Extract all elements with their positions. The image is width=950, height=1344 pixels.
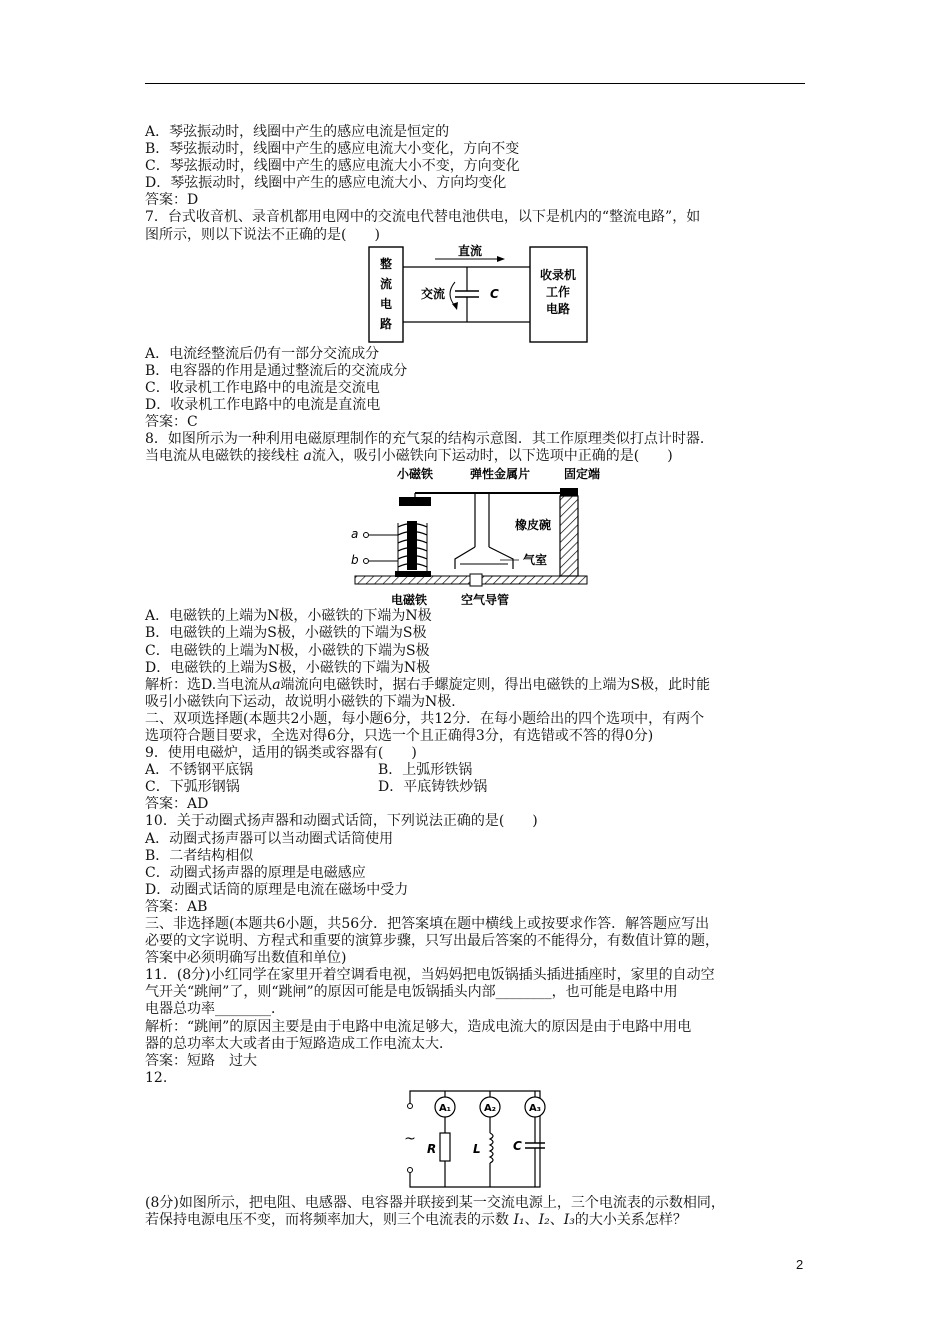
q8-option-c: C．电磁铁的上端为N极，小磁铁的下端为S极 [145,642,430,659]
rubber-bowl [455,547,513,569]
air-pipe [470,574,482,586]
rectifier-circuit-figure [145,244,825,346]
spring-sheet-label: 弹性金属片 [469,467,531,482]
q9-answer: 答案：AD [145,796,209,813]
header-rule [145,83,805,84]
q12-current-i3: I₃ [563,1212,575,1229]
q8-stem-line2 [145,448,825,465]
electromagnet-core [407,521,417,570]
q8-explanation-line1 [145,677,825,694]
q10-stem: 10．关于动圈式扬声器和动圈式话筒，下列说法正确的是( ) [145,813,538,830]
ac-source-symbol: ~ [404,1130,416,1147]
q7-option-d: D．收录机工作电路中的电流是直流电 [145,396,381,413]
q8-stem-text-a: 当电流从电磁铁的接线柱 [145,448,304,465]
rlc-parallel-diagram [145,1087,825,1195]
terminal-b-label: b [351,553,359,568]
q10-option-b: B．二者结构相似 [145,847,254,864]
capacitor-label: C [513,1138,522,1153]
section2-heading-line1: 二、双项选择题(本题共2小题，每小题6分，共12分．在每小题给出的四个选项中，有两个 [145,710,705,727]
section3-heading-line2: 必要的文字说明、方程式和重要的演算步骤，只写出最后答案的不能得分，有数值计算的题， [145,933,719,950]
q6-answer: 答案：D [145,192,199,209]
q11-stem-line3: 电器总功率________． [145,1001,285,1018]
recorder-label-3: 电路 [545,301,571,316]
chamber-label: 气室 [523,553,548,568]
q9-stem: 9．使用电磁炉，适用的锅类或容器有( ) [145,745,417,762]
ammeter-a1-label: A₁ [438,1102,452,1114]
small-magnet [399,497,431,506]
rectifier-label-1: 整 [379,256,393,271]
q11-stem-line1: 11．(8分)小红同学在家里开着空调看电视，当妈妈把电饭锅插头插进插座时，家里的自动空 [145,967,715,984]
q12-number: 12. [145,1069,168,1086]
q8-exp-terminal: a [272,676,281,693]
q10-option-a: A．动圈式扬声器可以当动圈式话筒使用 [145,830,394,847]
q8-option-b: B．电磁铁的上端为S极，小磁铁的下端为S极 [145,625,427,642]
rectifier-label-4: 路 [379,316,393,331]
q9-option-a: A．不锈钢平底锅 [145,762,254,779]
q12-current-i2: I₂ [538,1212,550,1229]
recorder-label-1: 收录机 [539,267,577,282]
capacitor-label: C [490,286,499,301]
q7-stem-line2: 图所示，则以下说法不正确的是( ) [145,226,380,243]
q12-separator-2: 、 [549,1212,564,1229]
page-content [145,124,825,1229]
q9-option-d: D．平底铸铁炒锅 [378,779,488,796]
q8-explanation-line2: 吸引小磁铁向下运动，故说明小磁铁的下端为N极． [145,693,466,710]
q10-option-c: C．动圈式扬声器的原理是电磁感应 [145,864,366,881]
rlc-parallel-figure [145,1087,825,1195]
q9-options-row1 [145,762,825,779]
q9-options-row2 [145,779,825,796]
rubber-bowl-label: 橡皮碗 [515,518,552,533]
q6-option-d: D．琴弦振动时，线圈中产生的感应电流大小、方向均变化 [145,175,507,192]
air-pump-diagram [145,465,825,608]
q7-option-c: C．收录机工作电路中的电流是交流电 [145,379,380,396]
section2-heading-line2: 选项符合题目要求，全选对得6分，只选一个且正确得3分，有选错或不答的得0分) [145,727,654,744]
q6-option-c: C．琴弦振动时，线圈中产生的感应电流大小不变，方向变化 [145,158,520,175]
ac-label: 交流 [420,286,446,301]
q8-stem-line1: 8．如图所示为一种利用电磁原理制作的充气泵的结构示意图．其工作原理类似打点计时器． [145,431,714,448]
inductor [490,1133,493,1163]
q12-current-i1: I₁ [513,1212,525,1229]
q8-option-d: D．电磁铁的上端为S极，小磁铁的下端为N极 [145,659,431,676]
recorder-label-2: 工作 [545,284,571,299]
q7-stem-line1: 7．台式收音机、录音机都用电网中的交流电代替电池供电，以下是机内的“整流电路”，如 [145,209,701,226]
q9-option-b: B．上弧形铁锅 [378,762,473,779]
resistor-label: R [427,1141,437,1156]
section3-heading-line1: 三、非选择题(本题共6小题，共56分．把答案填在题中横线上或按要求作答．解答题应写出 [145,916,710,932]
q8-exp-text-a: 解析：选D.当电流从 [145,676,273,693]
q10-answer: 答案：AB [145,898,208,915]
q11-answer: 答案：短路 过大 [145,1052,257,1069]
q7-answer: 答案：C [145,414,198,431]
fixed-wall [560,496,578,576]
q12-separator-1: 、 [524,1212,539,1229]
page-number: 2 [796,1257,804,1272]
q8-option-a: A．电磁铁的上端为N极，小磁铁的下端为N极 [145,608,432,625]
q12-stem-line1: (8分)如图所示，把电阻、电感器、电容器并联接到某一交流电源上，三个电流表的示数相同， [145,1194,725,1211]
resistor [440,1133,450,1161]
air-pump-figure [145,465,825,608]
small-magnet-label: 小磁铁 [396,467,434,482]
q11-explanation-line1: 解析：“跳闸”的原因主要是由于电路中电流足够大，造成电流大的原因是由于电路中用电 [145,1018,692,1035]
ammeter-a3-label: A₃ [528,1102,542,1114]
q11-explanation-line2: 器的总功率太大或者由于短路造成工作电流太大． [145,1035,453,1052]
q6-option-b: B．琴弦振动时，线圈中产生的感应电流大小变化，方向不变 [145,141,520,158]
rectifier-diagram [145,244,825,346]
inductor-label: L [473,1141,481,1156]
q6-option-a: A．琴弦振动时，线圈中产生的感应电流是恒定的 [145,124,450,140]
q8-stem-text-b: 流入，吸引小磁铁向下运动时，以下选项中正确的是( ) [311,448,673,465]
q12-stem-line2 [145,1212,825,1229]
q7-option-a: A．电流经整流后仍有一部分交流成分 [145,345,380,362]
fixed-end-label: 固定端 [563,467,601,482]
rectifier-label-3: 电 [379,296,393,311]
q7-option-b: B．电容器的作用是通过整流后的交流成分 [145,362,408,379]
ammeter-a2-label: A₂ [483,1102,497,1114]
rectifier-label-2: 流 [379,276,393,291]
q11-stem-line2: 气开关“跳闸”了，则“跳闸”的原因可能是电饭锅插头内部________，也可能是电路中用 [145,984,678,1001]
q9-option-c: C．下弧形钢锅 [145,779,240,796]
q10-option-d: D．动圈式话筒的原理是电流在磁场中受力 [145,881,409,898]
air-pipe-label: 空气导管 [460,593,510,608]
q8-exp-text-b: 端流向电磁铁时，据右手螺旋定则，得出电磁铁的上端为S极，此时能 [280,676,711,693]
terminal-a-label: a [351,527,359,542]
electromagnet-label: 电磁铁 [390,593,428,608]
q12-stem-text-b: 的大小关系怎样？ [574,1212,687,1229]
q8-terminal-a: a [303,448,312,465]
q12-stem-text-a: 若保持电源电压不变，而将频率加大，则三个电流表的示数 [145,1212,514,1229]
section3-heading-line3: 答案中必须明确写出数值和单位) [145,950,347,967]
dc-label: 直流 [457,243,483,258]
